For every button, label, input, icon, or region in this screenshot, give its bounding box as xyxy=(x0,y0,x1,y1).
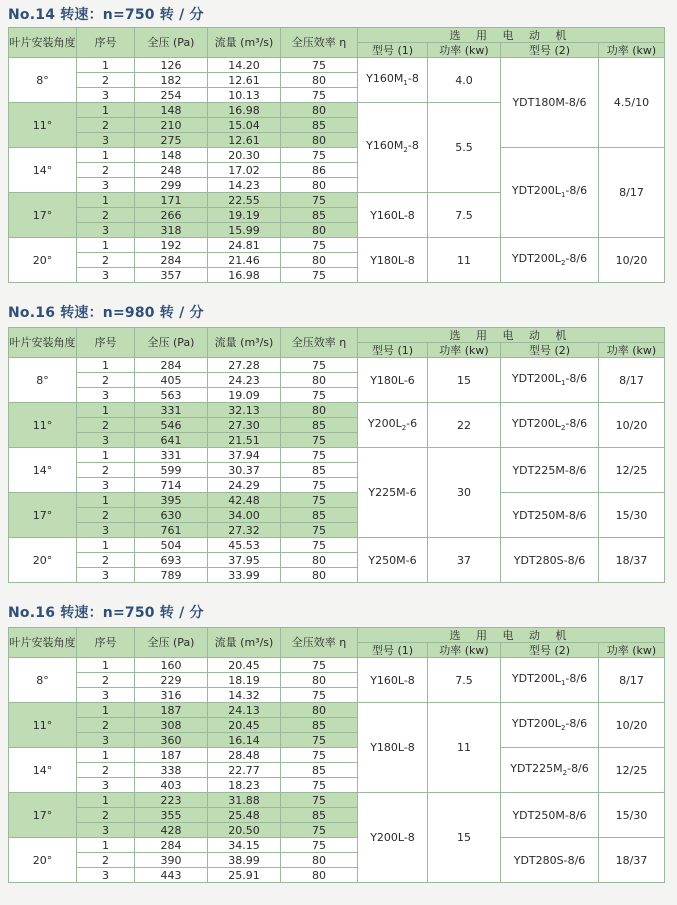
pressure-cell: 284 xyxy=(135,358,208,373)
header-power1: 功率 (kw) xyxy=(428,643,501,658)
header-seq: 序号 xyxy=(77,28,135,58)
header-angle: 叶片安装角度 xyxy=(9,628,77,658)
header-angle: 叶片安装角度 xyxy=(9,328,77,358)
motor1-model-cell: Y180L-8 xyxy=(358,238,428,283)
pressure-cell: 210 xyxy=(135,118,208,133)
motor2-model-cell: $YDT200L_1-8/6$ xyxy=(501,358,599,403)
seq-cell: 1 xyxy=(77,748,135,763)
seq-cell: 2 xyxy=(77,808,135,823)
header-flow: 流量 (m³/s) xyxy=(208,628,281,658)
seq-cell: 1 xyxy=(77,103,135,118)
seq-cell: 3 xyxy=(77,388,135,403)
flow-cell: 28.48 xyxy=(208,748,281,763)
efficiency-cell: 75 xyxy=(281,148,358,163)
motor2-power-cell: 15/30 xyxy=(599,493,665,538)
motor2-model-cell: $YDT200L_2-8/6$ xyxy=(501,238,599,283)
efficiency-cell: 75 xyxy=(281,838,358,853)
pressure-cell: 331 xyxy=(135,448,208,463)
header-seq: 序号 xyxy=(77,328,135,358)
motor1-power-cell: 11 xyxy=(428,703,501,793)
efficiency-cell: 75 xyxy=(281,88,358,103)
pressure-cell: 308 xyxy=(135,718,208,733)
pressure-cell: 192 xyxy=(135,238,208,253)
header-power1: 功率 (kw) xyxy=(428,43,501,58)
header-motor: 选 用 电 动 机 xyxy=(358,328,665,343)
flow-cell: 20.45 xyxy=(208,718,281,733)
seq-cell: 2 xyxy=(77,673,135,688)
flow-cell: 30.37 xyxy=(208,463,281,478)
seq-cell: 1 xyxy=(77,193,135,208)
efficiency-cell: 75 xyxy=(281,493,358,508)
efficiency-cell: 75 xyxy=(281,448,358,463)
efficiency-cell: 75 xyxy=(281,193,358,208)
flow-cell: 34.15 xyxy=(208,838,281,853)
header-seq: 序号 xyxy=(77,628,135,658)
efficiency-cell: 75 xyxy=(281,478,358,493)
efficiency-cell: 75 xyxy=(281,793,358,808)
motor1-power-cell: 5.5 xyxy=(428,103,501,193)
header-pressure: 全压 (Pa) xyxy=(135,28,208,58)
seq-cell: 2 xyxy=(77,718,135,733)
motor2-power-cell: 10/20 xyxy=(599,403,665,448)
header-power2: 功率 (kw) xyxy=(599,43,665,58)
motor2-power-cell: 12/25 xyxy=(599,748,665,793)
angle-cell: 14° xyxy=(9,148,77,193)
header-power2: 功率 (kw) xyxy=(599,343,665,358)
pressure-cell: 355 xyxy=(135,808,208,823)
motor1-power-cell: 15 xyxy=(428,358,501,403)
seq-cell: 2 xyxy=(77,553,135,568)
seq-cell: 3 xyxy=(77,268,135,283)
flow-cell: 14.23 xyxy=(208,178,281,193)
efficiency-cell: 85 xyxy=(281,808,358,823)
pressure-cell: 546 xyxy=(135,418,208,433)
pressure-cell: 693 xyxy=(135,553,208,568)
flow-cell: 25.48 xyxy=(208,808,281,823)
motor2-power-cell: 4.5/10 xyxy=(599,58,665,148)
efficiency-cell: 80 xyxy=(281,223,358,238)
motor1-power-cell: 7.5 xyxy=(428,658,501,703)
pressure-cell: 187 xyxy=(135,748,208,763)
seq-cell: 3 xyxy=(77,778,135,793)
flow-cell: 38.99 xyxy=(208,853,281,868)
angle-cell: 17° xyxy=(9,793,77,838)
seq-cell: 1 xyxy=(77,703,135,718)
motor2-power-cell: 15/30 xyxy=(599,793,665,838)
seq-cell: 3 xyxy=(77,133,135,148)
header-flow: 流量 (m³/s) xyxy=(208,28,281,58)
efficiency-cell: 75 xyxy=(281,778,358,793)
motor1-power-cell: 4.0 xyxy=(428,58,501,103)
flow-cell: 10.13 xyxy=(208,88,281,103)
motor2-model-cell: $YDT200L_2-8/6$ xyxy=(501,403,599,448)
seq-cell: 2 xyxy=(77,208,135,223)
header-model1: 型号 (1) xyxy=(358,43,428,58)
flow-cell: 32.13 xyxy=(208,403,281,418)
efficiency-cell: 75 xyxy=(281,823,358,838)
flow-cell: 15.04 xyxy=(208,118,281,133)
flow-cell: 34.00 xyxy=(208,508,281,523)
seq-cell: 2 xyxy=(77,508,135,523)
flow-cell: 22.55 xyxy=(208,193,281,208)
motor2-model-cell: YDT225M-8/6 xyxy=(501,448,599,493)
angle-cell: 20° xyxy=(9,238,77,283)
flow-cell: 12.61 xyxy=(208,133,281,148)
motor1-power-cell: 30 xyxy=(428,448,501,538)
motor2-power-cell: 18/37 xyxy=(599,838,665,883)
header-motor: 选 用 电 动 机 xyxy=(358,628,665,643)
motor2-model-cell: $YDT200L_1-8/6$ xyxy=(501,658,599,703)
flow-cell: 27.32 xyxy=(208,523,281,538)
motor1-model-cell: $Y160M_1-8$ xyxy=(358,58,428,103)
efficiency-cell: 80 xyxy=(281,568,358,583)
motor1-power-cell: 11 xyxy=(428,238,501,283)
efficiency-cell: 75 xyxy=(281,688,358,703)
efficiency-cell: 80 xyxy=(281,373,358,388)
angle-cell: 8° xyxy=(9,658,77,703)
efficiency-cell: 80 xyxy=(281,853,358,868)
pressure-cell: 395 xyxy=(135,493,208,508)
seq-cell: 2 xyxy=(77,853,135,868)
efficiency-cell: 85 xyxy=(281,208,358,223)
pressure-cell: 338 xyxy=(135,763,208,778)
flow-cell: 24.81 xyxy=(208,238,281,253)
flow-cell: 24.29 xyxy=(208,478,281,493)
efficiency-cell: 75 xyxy=(281,433,358,448)
header-model1: 型号 (1) xyxy=(358,343,428,358)
seq-cell: 3 xyxy=(77,223,135,238)
flow-cell: 24.13 xyxy=(208,703,281,718)
pressure-cell: 789 xyxy=(135,568,208,583)
pressure-cell: 599 xyxy=(135,463,208,478)
motor2-model-cell: YDT250M-8/6 xyxy=(501,793,599,838)
flow-cell: 17.02 xyxy=(208,163,281,178)
seq-cell: 3 xyxy=(77,88,135,103)
pressure-cell: 403 xyxy=(135,778,208,793)
pressure-cell: 390 xyxy=(135,853,208,868)
seq-cell: 2 xyxy=(77,463,135,478)
seq-cell: 1 xyxy=(77,793,135,808)
seq-cell: 3 xyxy=(77,568,135,583)
angle-cell: 11° xyxy=(9,403,77,448)
motor1-power-cell: 37 xyxy=(428,538,501,583)
pressure-cell: 331 xyxy=(135,403,208,418)
seq-cell: 1 xyxy=(77,358,135,373)
pressure-cell: 405 xyxy=(135,373,208,388)
seq-cell: 1 xyxy=(77,448,135,463)
motor1-model-cell: Y200L-8 xyxy=(358,793,428,883)
seq-cell: 2 xyxy=(77,763,135,778)
seq-cell: 1 xyxy=(77,538,135,553)
performance-table xyxy=(8,627,665,883)
flow-cell: 31.88 xyxy=(208,793,281,808)
motor2-power-cell: 8/17 xyxy=(599,658,665,703)
efficiency-cell: 75 xyxy=(281,268,358,283)
header-pressure: 全压 (Pa) xyxy=(135,628,208,658)
flow-cell: 16.98 xyxy=(208,103,281,118)
motor2-model-cell: $YDT200L_2-8/6$ xyxy=(501,703,599,748)
performance-table xyxy=(8,327,665,583)
efficiency-cell: 75 xyxy=(281,538,358,553)
motor2-model-cell: YDT180M-8/6 xyxy=(501,58,599,148)
pressure-cell: 428 xyxy=(135,823,208,838)
seq-cell: 1 xyxy=(77,238,135,253)
motor1-model-cell: Y160L-8 xyxy=(358,193,428,238)
motor1-power-cell: 22 xyxy=(428,403,501,448)
efficiency-cell: 80 xyxy=(281,703,358,718)
flow-cell: 25.91 xyxy=(208,868,281,883)
pressure-cell: 714 xyxy=(135,478,208,493)
flow-cell: 18.23 xyxy=(208,778,281,793)
angle-cell: 11° xyxy=(9,703,77,748)
header-power2: 功率 (kw) xyxy=(599,643,665,658)
pressure-cell: 266 xyxy=(135,208,208,223)
header-efficiency: 全压效率 η xyxy=(281,628,358,658)
flow-cell: 19.09 xyxy=(208,388,281,403)
flow-cell: 21.51 xyxy=(208,433,281,448)
motor2-model-cell: $YDT200L_1-8/6$ xyxy=(501,148,599,238)
efficiency-cell: 80 xyxy=(281,178,358,193)
pressure-cell: 563 xyxy=(135,388,208,403)
seq-cell: 1 xyxy=(77,493,135,508)
pressure-cell: 171 xyxy=(135,193,208,208)
efficiency-cell: 80 xyxy=(281,673,358,688)
header-model1: 型号 (1) xyxy=(358,643,428,658)
seq-cell: 3 xyxy=(77,178,135,193)
efficiency-cell: 85 xyxy=(281,118,358,133)
motor2-model-cell: YDT250M-8/6 xyxy=(501,493,599,538)
seq-cell: 3 xyxy=(77,478,135,493)
header-efficiency: 全压效率 η xyxy=(281,328,358,358)
efficiency-cell: 85 xyxy=(281,508,358,523)
flow-cell: 18.19 xyxy=(208,673,281,688)
pressure-cell: 316 xyxy=(135,688,208,703)
seq-cell: 1 xyxy=(77,148,135,163)
performance-table xyxy=(8,27,665,283)
pressure-cell: 275 xyxy=(135,133,208,148)
pressure-cell: 761 xyxy=(135,523,208,538)
efficiency-cell: 85 xyxy=(281,463,358,478)
seq-cell: 2 xyxy=(77,373,135,388)
header-model2: 型号 (2) xyxy=(501,343,599,358)
motor2-model-cell: YDT280S-8/6 xyxy=(501,838,599,883)
efficiency-cell: 80 xyxy=(281,133,358,148)
motor2-power-cell: 8/17 xyxy=(599,148,665,238)
pressure-cell: 223 xyxy=(135,793,208,808)
pressure-cell: 360 xyxy=(135,733,208,748)
efficiency-cell: 75 xyxy=(281,238,358,253)
section-title: No.16 转速：n=750 转 / 分 xyxy=(8,605,204,621)
motor1-model-cell: Y160L-8 xyxy=(358,658,428,703)
flow-cell: 20.50 xyxy=(208,823,281,838)
flow-cell: 20.30 xyxy=(208,148,281,163)
flow-cell: 16.14 xyxy=(208,733,281,748)
efficiency-cell: 80 xyxy=(281,103,358,118)
pressure-cell: 160 xyxy=(135,658,208,673)
seq-cell: 2 xyxy=(77,253,135,268)
angle-cell: 17° xyxy=(9,193,77,238)
motor2-power-cell: 10/20 xyxy=(599,238,665,283)
seq-cell: 2 xyxy=(77,118,135,133)
pressure-cell: 148 xyxy=(135,148,208,163)
efficiency-cell: 85 xyxy=(281,718,358,733)
seq-cell: 1 xyxy=(77,838,135,853)
motor2-power-cell: 18/37 xyxy=(599,538,665,583)
efficiency-cell: 75 xyxy=(281,358,358,373)
efficiency-cell: 75 xyxy=(281,523,358,538)
flow-cell: 27.30 xyxy=(208,418,281,433)
flow-cell: 33.99 xyxy=(208,568,281,583)
efficiency-cell: 75 xyxy=(281,733,358,748)
pressure-cell: 248 xyxy=(135,163,208,178)
flow-cell: 22.77 xyxy=(208,763,281,778)
flow-cell: 16.98 xyxy=(208,268,281,283)
motor1-model-cell: $Y160M_2-8$ xyxy=(358,103,428,193)
header-power1: 功率 (kw) xyxy=(428,343,501,358)
angle-cell: 20° xyxy=(9,538,77,583)
motor2-power-cell: 8/17 xyxy=(599,358,665,403)
flow-cell: 14.20 xyxy=(208,58,281,73)
flow-cell: 27.28 xyxy=(208,358,281,373)
pressure-cell: 182 xyxy=(135,73,208,88)
pressure-cell: 357 xyxy=(135,268,208,283)
motor1-power-cell: 7.5 xyxy=(428,193,501,238)
motor2-power-cell: 12/25 xyxy=(599,448,665,493)
seq-cell: 1 xyxy=(77,403,135,418)
efficiency-cell: 80 xyxy=(281,553,358,568)
efficiency-cell: 85 xyxy=(281,763,358,778)
angle-cell: 14° xyxy=(9,448,77,493)
motor1-model-cell: Y180L-8 xyxy=(358,703,428,793)
pressure-cell: 641 xyxy=(135,433,208,448)
flow-cell: 37.94 xyxy=(208,448,281,463)
seq-cell: 3 xyxy=(77,868,135,883)
motor2-model-cell: $YDT225M_2-8/6$ xyxy=(501,748,599,793)
pressure-cell: 504 xyxy=(135,538,208,553)
angle-cell: 14° xyxy=(9,748,77,793)
header-flow: 流量 (m³/s) xyxy=(208,328,281,358)
seq-cell: 3 xyxy=(77,433,135,448)
pressure-cell: 187 xyxy=(135,703,208,718)
angle-cell: 11° xyxy=(9,103,77,148)
flow-cell: 20.45 xyxy=(208,658,281,673)
angle-cell: 20° xyxy=(9,838,77,883)
seq-cell: 1 xyxy=(77,58,135,73)
pressure-cell: 630 xyxy=(135,508,208,523)
flow-cell: 37.95 xyxy=(208,553,281,568)
seq-cell: 3 xyxy=(77,733,135,748)
pressure-cell: 318 xyxy=(135,223,208,238)
flow-cell: 19.19 xyxy=(208,208,281,223)
section-title: No.16 转速：n=980 转 / 分 xyxy=(8,305,204,321)
pressure-cell: 148 xyxy=(135,103,208,118)
efficiency-cell: 85 xyxy=(281,418,358,433)
motor2-power-cell: 10/20 xyxy=(599,703,665,748)
flow-cell: 12.61 xyxy=(208,73,281,88)
pressure-cell: 254 xyxy=(135,88,208,103)
flow-cell: 21.46 xyxy=(208,253,281,268)
flow-cell: 42.48 xyxy=(208,493,281,508)
motor1-power-cell: 15 xyxy=(428,793,501,883)
motor1-model-cell: Y250M-6 xyxy=(358,538,428,583)
seq-cell: 3 xyxy=(77,823,135,838)
pressure-cell: 126 xyxy=(135,58,208,73)
angle-cell: 17° xyxy=(9,493,77,538)
motor1-model-cell: Y225M-6 xyxy=(358,448,428,538)
header-angle: 叶片安装角度 xyxy=(9,28,77,58)
efficiency-cell: 75 xyxy=(281,58,358,73)
seq-cell: 2 xyxy=(77,73,135,88)
efficiency-cell: 80 xyxy=(281,253,358,268)
efficiency-cell: 80 xyxy=(281,403,358,418)
section-title: No.14 转速：n=750 转 / 分 xyxy=(8,7,204,23)
header-efficiency: 全压效率 η xyxy=(281,28,358,58)
pressure-cell: 443 xyxy=(135,868,208,883)
efficiency-cell: 80 xyxy=(281,868,358,883)
seq-cell: 2 xyxy=(77,418,135,433)
seq-cell: 1 xyxy=(77,658,135,673)
efficiency-cell: 86 xyxy=(281,163,358,178)
efficiency-cell: 75 xyxy=(281,748,358,763)
angle-cell: 8° xyxy=(9,58,77,103)
motor2-model-cell: YDT280S-8/6 xyxy=(501,538,599,583)
pressure-cell: 229 xyxy=(135,673,208,688)
header-motor: 选 用 电 动 机 xyxy=(358,28,665,43)
angle-cell: 8° xyxy=(9,358,77,403)
efficiency-cell: 75 xyxy=(281,658,358,673)
flow-cell: 24.23 xyxy=(208,373,281,388)
flow-cell: 45.53 xyxy=(208,538,281,553)
efficiency-cell: 80 xyxy=(281,73,358,88)
seq-cell: 3 xyxy=(77,688,135,703)
header-pressure: 全压 (Pa) xyxy=(135,328,208,358)
seq-cell: 3 xyxy=(77,523,135,538)
efficiency-cell: 75 xyxy=(281,388,358,403)
motor1-model-cell: $Y200L_2-6$ xyxy=(358,403,428,448)
pressure-cell: 299 xyxy=(135,178,208,193)
pressure-cell: 284 xyxy=(135,838,208,853)
header-model2: 型号 (2) xyxy=(501,43,599,58)
seq-cell: 2 xyxy=(77,163,135,178)
header-model2: 型号 (2) xyxy=(501,643,599,658)
flow-cell: 14.32 xyxy=(208,688,281,703)
pressure-cell: 284 xyxy=(135,253,208,268)
flow-cell: 15.99 xyxy=(208,223,281,238)
motor1-model-cell: Y180L-6 xyxy=(358,358,428,403)
